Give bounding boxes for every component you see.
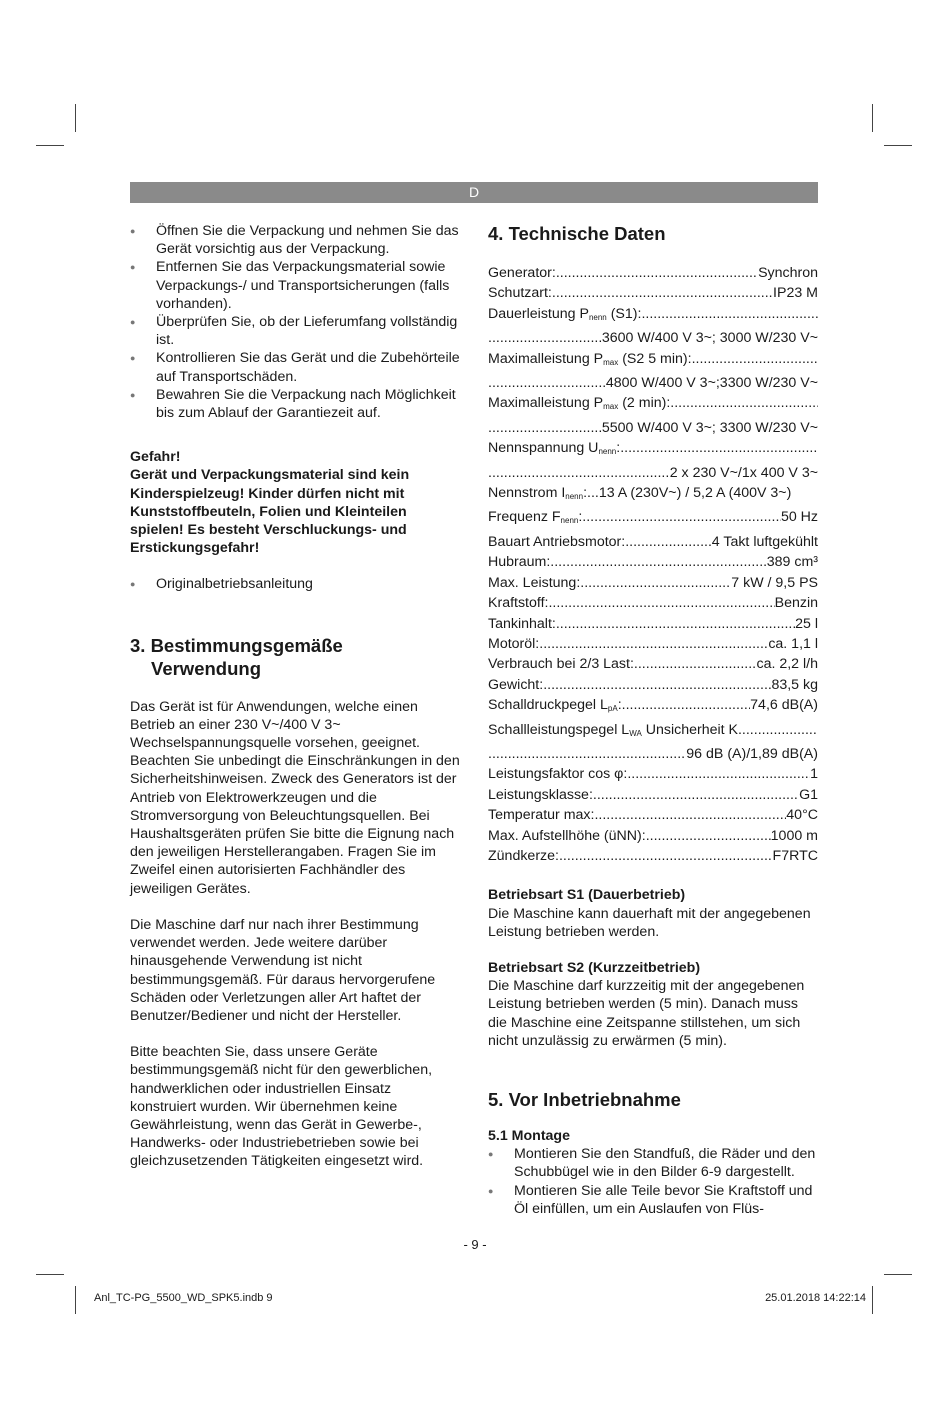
spec-leader-dots — [488, 373, 606, 393]
spec-row — [488, 573, 818, 593]
spec-value: 1000 m — [770, 827, 818, 844]
warning-title: Gefahr! — [130, 449, 181, 466]
footer-file-name: Anl_TC-PG_5500_WD_SPK5.indb 9 — [94, 1292, 273, 1304]
spec-row — [488, 328, 818, 348]
spec-label: Frequenz $F_{nenn}$: — [488, 509, 583, 526]
paragraph: Bitte beachten Sie, dass unsere Geräte bestimmungsgemäß nicht für den gewerblichen, handwerklichen oder industriellen Einsatz konstruiert wurden. Wir übernehmen keine Gewährleistung, wenn das Gerät in Gewerbe-, Handwerks- oder Industriebetrieben sowie bei gleichzusetzenden Tätigkeiten eingesetzt wird. — [130, 1044, 433, 1170]
spec-leader-dots — [622, 695, 751, 715]
spec-leader-dots — [539, 634, 768, 654]
s1-text: Die Maschine kann dauerhaft mit der angegebenen Leistung betrieben werden. — [488, 905, 811, 940]
paragraph: Die Maschine darf nur nach ihrer Bestimmung verwendet werden. Jede weitere darüber hinausgehende Verwendung ist nicht bestimmungsgemäß. Für daraus hervorgerufene Schäden oder Verletzungen aller Art haftet der Benutzer/Bediener und nicht der Hersteller. — [130, 916, 436, 1024]
spec-row — [488, 593, 818, 613]
spec-label: Schalldruckpegel $L_{pA}$: — [488, 697, 622, 714]
assembly-list — [488, 1145, 818, 1218]
list-item: ● Überprüfen Sie, ob der Lieferumfang vollständig ist. — [130, 313, 460, 349]
spec-value: 4 Takt luftgekühlt — [711, 533, 818, 550]
spec-leader-dots — [646, 826, 771, 846]
warning-block — [130, 448, 460, 557]
spec-value: 40°C — [786, 807, 818, 824]
spec-label: Generator: — [488, 265, 556, 281]
spec-label: Verbrauch bei 2/3 Last: — [488, 656, 634, 673]
spec-value: 50 Hz — [780, 509, 818, 526]
spec-leader-dots — [594, 805, 786, 825]
spec-row — [488, 373, 818, 393]
spec-value: IP23 M — [773, 285, 818, 302]
list-item: ● Originalbetriebsanleitung — [130, 575, 460, 593]
spec-label: Temperatur max: — [488, 807, 595, 824]
spec-leader-dots — [738, 720, 818, 740]
spec-value: 389 cm³ — [766, 554, 818, 571]
spec-row — [488, 614, 818, 634]
spec-value: 13 A (230V~) / 5,2 A (400V 3~) — [598, 485, 792, 502]
spec-row — [488, 695, 818, 719]
spec-leader-dots — [627, 764, 810, 784]
language-label: D — [468, 184, 480, 200]
spec-value: 3600 W/400 V 3~; 3000 W/230 V~ — [601, 330, 818, 347]
subsection-5-1-heading: 5.1 Montage — [488, 1128, 570, 1144]
spec-row — [488, 552, 818, 572]
spec-leader-dots — [488, 418, 602, 438]
list-item: ● Bewahren Sie die Verpackung nach Möglichkeit bis zum Ablauf der Garantiezeit auf. — [130, 386, 460, 422]
spec-row — [488, 263, 818, 283]
spec-value: ca. 1,1 l — [768, 635, 818, 652]
list-item: ● Kontrollieren Sie das Gerät und die Zubehörteile auf Transportschäden. — [130, 349, 460, 385]
spec-row — [488, 393, 818, 417]
operating-mode-s2 — [488, 959, 818, 1050]
spec-leader-dots — [548, 593, 774, 613]
spec-leader-dots — [670, 393, 818, 413]
right-column — [488, 222, 818, 1218]
spec-value: 5500 W/400 V 3~; 3300 W/230 V~ — [601, 419, 818, 436]
spec-value: 83,5 kg — [771, 676, 818, 693]
spec-leader-dots — [634, 654, 757, 674]
spec-leader-dots — [593, 785, 799, 805]
spec-leader-dots — [543, 675, 771, 695]
spec-label: Maximalleistung $P_{max}$ (2 min): — [488, 395, 671, 412]
spec-value: G1 — [799, 786, 818, 803]
s2-title: Betriebsart S2 (Kurzzeitbetrieb) — [488, 959, 701, 976]
section-3-heading — [130, 634, 460, 680]
list-item: ● Montieren Sie alle Teile bevor Sie Kraftstoff und Öl einfüllen, um ein Auslaufen von Flüs- — [488, 1182, 818, 1218]
spec-leader-dots — [641, 304, 818, 324]
spec-value: F7RTC — [772, 847, 818, 864]
spec-leader-dots — [625, 532, 712, 552]
spec-leader-dots — [556, 263, 758, 283]
spec-row — [488, 463, 818, 483]
spec-label: Schallleistungspegel $L_{WA}$ Unsicherheit K — [488, 721, 738, 738]
spec-leader-dots — [552, 283, 773, 303]
spec-label: Maximalleistung $P_{max}$ (S2 5 min): — [488, 350, 692, 367]
spec-leader-dots — [488, 463, 670, 483]
crop-mark — [75, 1286, 76, 1314]
spec-leader-dots — [550, 552, 766, 572]
spec-value: Benzin — [774, 595, 818, 612]
crop-mark — [884, 145, 912, 146]
spec-leader-dots — [620, 438, 818, 458]
spec-label: Schutzart: — [488, 285, 552, 302]
spec-row — [488, 283, 818, 303]
operating-mode-s1 — [488, 886, 818, 941]
spec-leader-dots — [488, 744, 686, 764]
spec-label: Gewicht: — [488, 676, 544, 693]
warning-text: Gerät und Verpackungsmaterial sind kein Kinderspielzeug! Kinder dürfen nicht mit Kunststoffbeuteln, Folien und Kleinteilen spielen! Es besteht Verschluckungs- und Erstickungsgefahr! — [130, 467, 410, 557]
language-header-bar — [130, 182, 818, 203]
spec-label: Leistungsfaktor cos φ: — [488, 766, 628, 783]
spec-value: 96 dB (A)/1,89 dB(A) — [686, 745, 818, 762]
spec-row — [488, 438, 818, 462]
crop-mark — [75, 104, 76, 132]
s1-title: Betriebsart S1 (Dauerbetrieb) — [488, 887, 686, 904]
spec-leader-dots — [580, 573, 731, 593]
section-5-heading: 5. Vor Inbetriebnahme — [488, 1089, 681, 1110]
spec-leader-dots — [582, 507, 781, 527]
spec-label: Dauerleistung $P_{nenn}$ (S1): — [488, 305, 642, 322]
spec-row — [488, 846, 818, 866]
spec-label: Zündkerze: — [488, 847, 559, 864]
page-number: - 9 - — [463, 1237, 487, 1252]
unpacking-list — [130, 222, 460, 422]
spec-value: 1 — [810, 766, 818, 783]
spec-label: Bauart Antriebsmotor: — [488, 533, 626, 550]
spec-row — [488, 532, 818, 552]
list-item: ● Öffnen Sie die Verpackung und nehmen Sie das Gerät vorsichtig aus der Verpackung. — [130, 222, 460, 258]
spec-value: 2 x 230 V~/1x 400 V 3~ — [669, 464, 818, 481]
crop-mark — [36, 145, 64, 146]
spec-leader-dots — [559, 846, 773, 866]
spec-leader-dots — [556, 614, 795, 634]
footer-datetime: 25.01.2018 14:22:14 — [765, 1292, 866, 1304]
crop-mark — [872, 104, 873, 132]
spec-value: Synchron — [758, 265, 818, 281]
spec-label: Leistungsklasse: — [488, 786, 593, 803]
spec-row — [488, 675, 818, 695]
spec-value: 4800 W/400 V 3~;3300 W/230 V~ — [605, 375, 818, 392]
list-item: ● Montieren Sie den Standfuß, die Räder und den Schubbügel wie in den Bilder 6-9 dargestellt. — [488, 1145, 818, 1181]
spec-value: 74,6 dB(A) — [750, 697, 818, 714]
spec-row — [488, 349, 818, 373]
crop-mark — [872, 1286, 873, 1314]
section-3-heading-line2: Verwendung — [151, 657, 261, 679]
spec-label: Nennstrom $I_{nenn}$:... — [488, 485, 599, 502]
spec-row — [488, 720, 818, 744]
spec-row — [488, 483, 818, 507]
section-4-heading: 4. Technische Daten — [488, 223, 666, 244]
spec-label: Max. Aufstellhöhe (üNN): — [488, 827, 646, 844]
spec-row — [488, 507, 818, 531]
spec-row — [488, 304, 818, 328]
supplied-items-list — [130, 575, 460, 593]
spec-row — [488, 805, 818, 825]
spec-label: Nennspannung $U_{nenn}$: — [488, 440, 621, 457]
spec-label: Tankinhalt: — [488, 615, 556, 632]
spec-list — [488, 263, 818, 866]
spec-value: 25 l — [795, 615, 818, 632]
spec-row — [488, 418, 818, 438]
crop-mark — [36, 1274, 64, 1275]
spec-row — [488, 826, 818, 846]
spec-row — [488, 654, 818, 674]
section-3-heading-line1: 3. Bestimmungsgemäße — [130, 634, 343, 656]
spec-row — [488, 744, 818, 764]
s2-text: Die Maschine darf kurzzeitig mit der angegebenen Leistung betrieben werden (5 min). Danach muss die Maschine eine Zeitspanne stillstehen, um sich nicht unzulässig zu erwärmen (5 min). — [488, 978, 805, 1049]
spec-row — [488, 634, 818, 654]
spec-label: Kraftstoff: — [488, 595, 549, 612]
spec-label: Hubraum: — [488, 554, 551, 571]
crop-mark — [884, 1274, 912, 1275]
spec-row — [488, 785, 818, 805]
paragraph: Das Gerät ist für Anwendungen, welche einen Betrieb an einer 230 V~/400 V 3~ Wechselspannungsquelle vorsehen, geeignet. Beachten Sie unbedingt die Einschränkungen in den Sicherheitshinweisen. Zweck des Generators ist der Antrieb von Elektrowerkzeugen und die Stromversorgung von Beleuchtungsquellen. Bei Haushaltsgeräten prüfen Sie bitte die Eignung nach den jeweiligen Herstellerangaben. Fragen Sie im Zweifel einen autorisierten Fachhändler des jeweiligen Gerätes. — [130, 698, 460, 897]
list-item: ● Entfernen Sie das Verpackungsmaterial sowie Verpackungs-/ und Transportsicherungen (falls vorhanden). — [130, 258, 460, 313]
left-column — [130, 222, 460, 1171]
spec-label: Max. Leistung: — [488, 574, 581, 591]
spec-value: ca. 2,2 l/h — [756, 656, 818, 673]
spec-leader-dots — [488, 328, 602, 348]
spec-label: Motoröl: — [488, 635, 540, 652]
spec-row — [488, 764, 818, 784]
spec-leader-dots — [692, 349, 818, 369]
spec-value: 7 kW / 9,5 PS — [731, 574, 818, 591]
